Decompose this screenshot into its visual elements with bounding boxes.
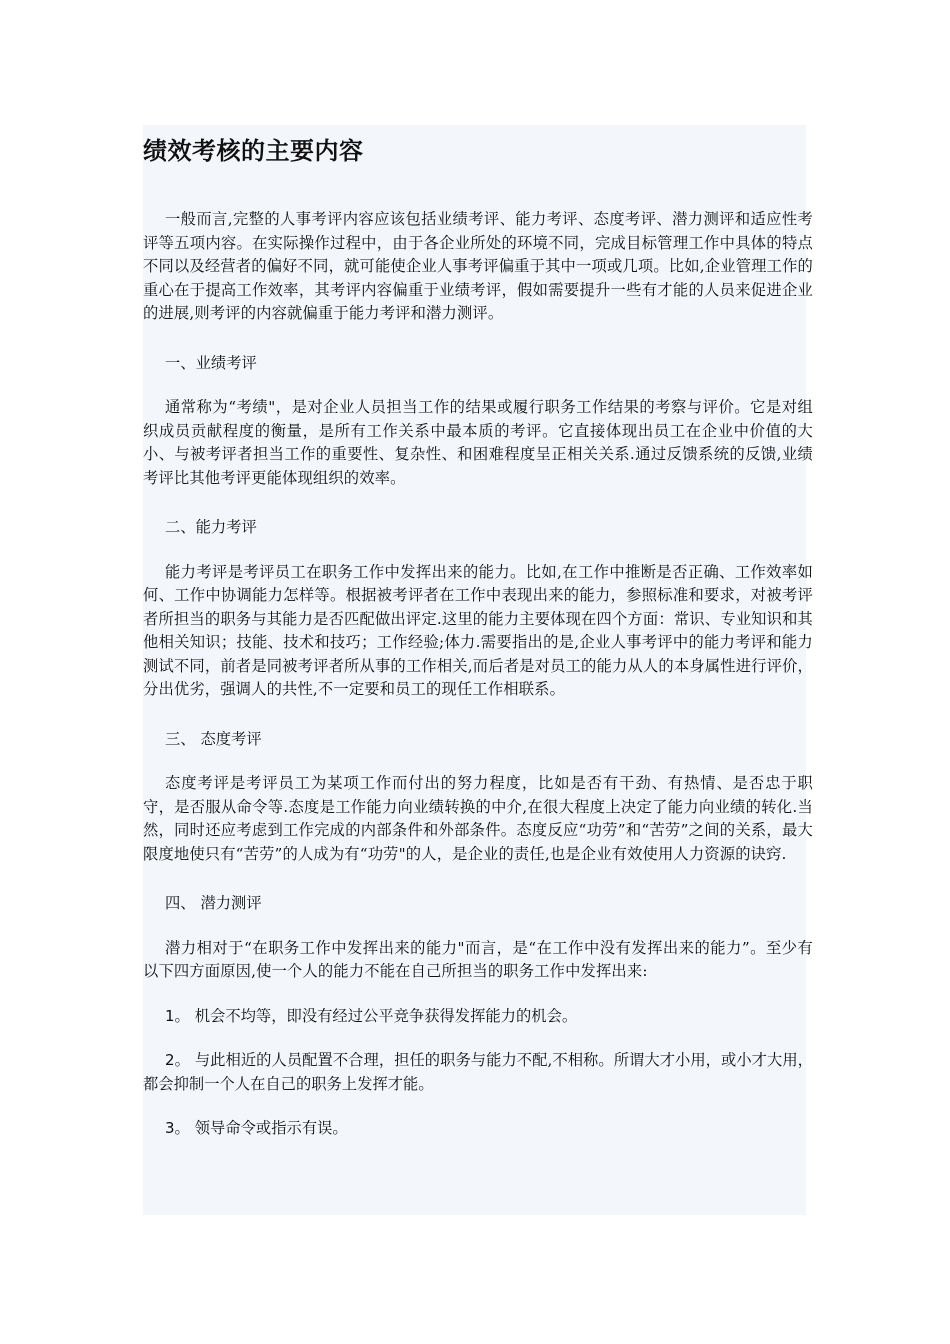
intro-paragraph: 一般而言,完整的人事考评内容应该包括业绩考评、能力考评、态度考评、潜力测评和适应性考评等五项内容。在实际操作过程中，由于各企业所处的环境不同，完成目标管理工作中具体的特点不同以及经营者的偏好不同，就可能使企业人事考评偏重于其中一项或几项。比如,企业管理工作的重心在于提高工作效率，其考评内容偏重于业绩考评，假如需要提升一些有才能的人员来促进企业的进展,则考评的内容就偏重于能力考评和潜力测评。 xyxy=(143,210,813,322)
list-item-text: 机会不均等，即没有经过公平竞争获得发挥能力的机会。 xyxy=(194,1006,578,1025)
list-item-number: 3 xyxy=(165,1119,175,1137)
section-body-attitude: 态度考评是考评员工为某项工作而付出的努力程度，比如是否有干劲、有热情、是否忠于职守，是否服从命令等.态度是工作能力向业绩转换的中介,在很大程度上决定了能力向业绩的转化.当然，同时还应考虑到工作完成的内部条件和外部条件。态度反应“功劳”和“苦劳”之间的关系，最大限度地使只有“苦劳”的人成为有“功劳"的人，是企业的责任,也是企业有效使用人力资源的诀窍. xyxy=(143,774,813,863)
list-item-number: 2 xyxy=(165,1051,175,1069)
list-item xyxy=(143,1005,813,1029)
list-item-separator: 。 xyxy=(174,1051,190,1069)
section-body-performance: 通常称为“考绩"，是对企业人员担当工作的结果或履行职务工作结果的考察与评价。它是对组织成员贡献程度的衡量，是所有工作关系中最本质的考评。它直接体现出员工在企业中价值的大小、与被考评者担当工作的重要性、复杂性、和困难程度呈正相关关系.通过反馈系统的反馈,业绩考评比其他考评更能体现组织的效率。 xyxy=(143,398,813,487)
document-content xyxy=(143,125,813,1141)
section-heading-performance: 一、业绩考评 xyxy=(165,353,257,372)
list-item-text: 与此相近的人员配置不合理，担任的职务与能力不配,不相称。所谓大才小用，或小才大用，都会抑制一个人在自己的职务上发挥才能。 xyxy=(143,1051,813,1093)
page-title: 绩效考核的主要内容 xyxy=(143,137,364,165)
list-item xyxy=(143,1117,813,1141)
list-item-text: 领导命令或指示有误。 xyxy=(194,1119,348,1137)
list-item-separator: 。 xyxy=(174,1119,190,1137)
list-item-separator: 。 xyxy=(174,1006,190,1025)
section-heading-attitude: 三、 态度考评 xyxy=(165,729,262,748)
section-body-potential: 潜力相对于“在职务工作中发挥出来的能力"而言，是“在工作中没有发挥出来的能力”。至少有以下四方面原因,使一个人的能力不能在自己所担当的职务工作中发挥出来: xyxy=(143,938,813,980)
section-body-ability: 能力考评是考评员工在职务工作中发挥出来的能力。比如,在工作中推断是否正确、工作效率如何、工作中协调能力怎样等。根据被考评者在工作中表现出来的能力，参照标准和要求，对被考评者所担当的职务与其能力是否匹配做出评定.这里的能力主要体现在四个方面：常识、专业知识和其他相关知识；技能、技术和技巧；工作经验;体力.需要指出的是,企业人事考评中的能力考评和能力测试不同，前者是同被考评者所从事的工作相关,而后者是对员工的能力从人的本身属性进行评价，分出优劣，强调人的共性,不一定要和员工的现任工作相联系。 xyxy=(143,562,813,698)
list-item-number: 1 xyxy=(165,1006,175,1025)
section-heading-potential: 四、 潜力测评 xyxy=(165,894,262,912)
section-heading-ability: 二、能力考评 xyxy=(165,518,257,536)
list-item xyxy=(143,1049,813,1096)
